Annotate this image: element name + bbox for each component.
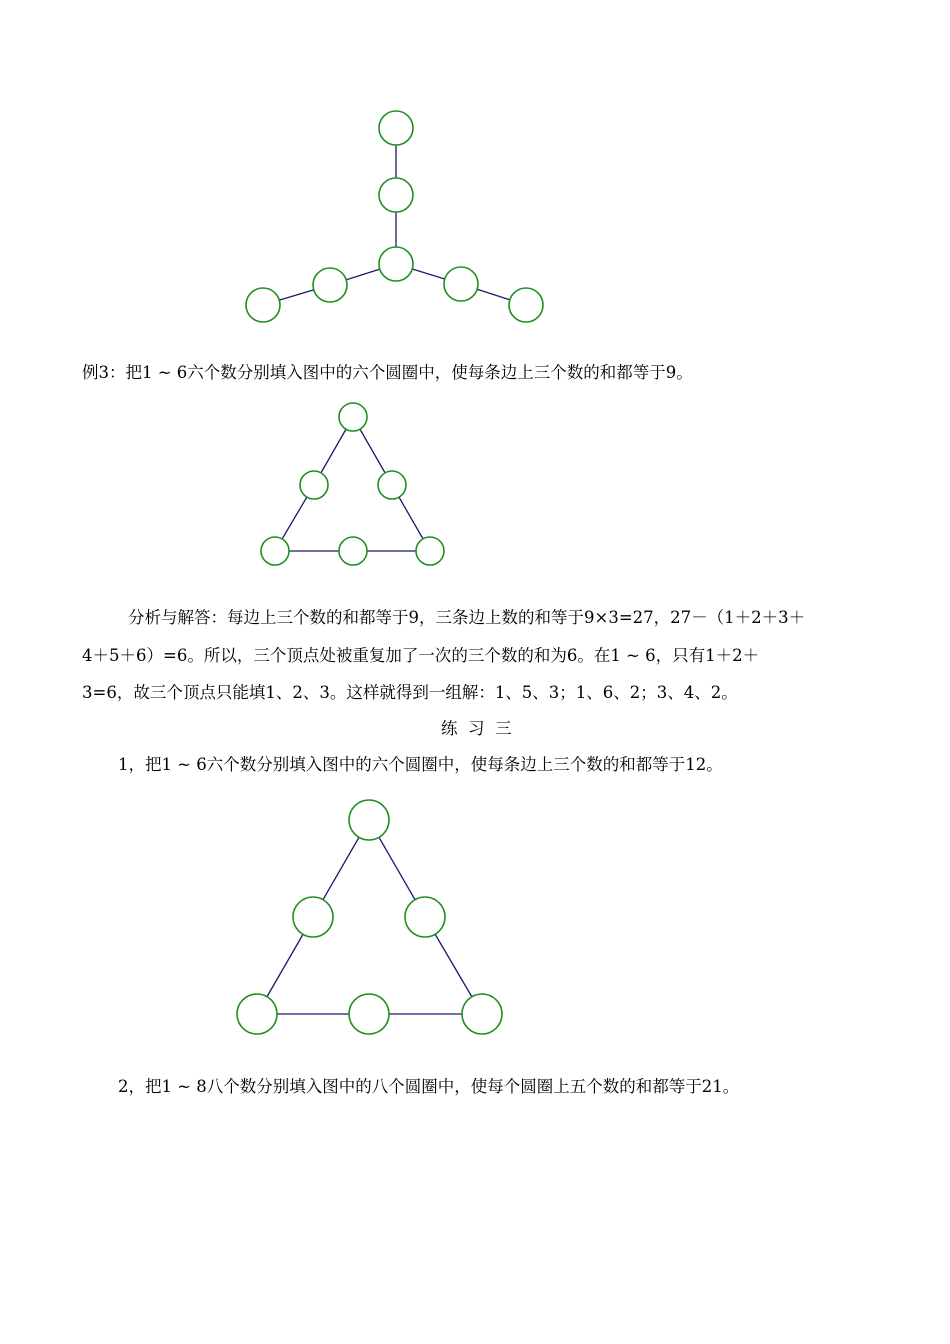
large-circle-right-mid — [405, 897, 445, 937]
exercise-heading: 练 习 三 — [441, 719, 512, 738]
exercise-question-1: 1，把1 ~ 6六个数分别填入图中的六个圆圈中，使每条边上三个数的和都等于12。 — [118, 755, 723, 774]
large-circle-bottom-left — [237, 994, 277, 1034]
exercise-question-2: 2，把1 ~ 8八个数分别填入图中的八个圆圈中，使每个圆圈上五个数的和都等于21。 — [118, 1077, 740, 1096]
analysis-line-1: 分析与解答：每边上三个数的和都等于9，三条边上数的和等于9×3=27，27－（1＋2＋3＋ — [128, 608, 806, 627]
large-circle-left-mid — [293, 897, 333, 937]
large-circle-top — [349, 800, 389, 840]
analysis-line-3: 3=6，故三个顶点只能填1、2、3。这样就得到一组解：1、5、3；1、6、2；3、4、2。 — [82, 683, 738, 702]
large-circle-bottom-mid — [349, 994, 389, 1034]
large-circle-bottom-right — [462, 994, 502, 1034]
example3-problem: 例3：把1 ~ 6六个数分别填入图中的六个圆圈中，使每条边上三个数的和都等于9。 — [82, 363, 693, 382]
analysis-line-2: 4＋5＋6）=6。所以，三个顶点处被重复加了一次的三个数的和为6。在1 ~ 6，只有1＋2＋ — [82, 646, 760, 665]
